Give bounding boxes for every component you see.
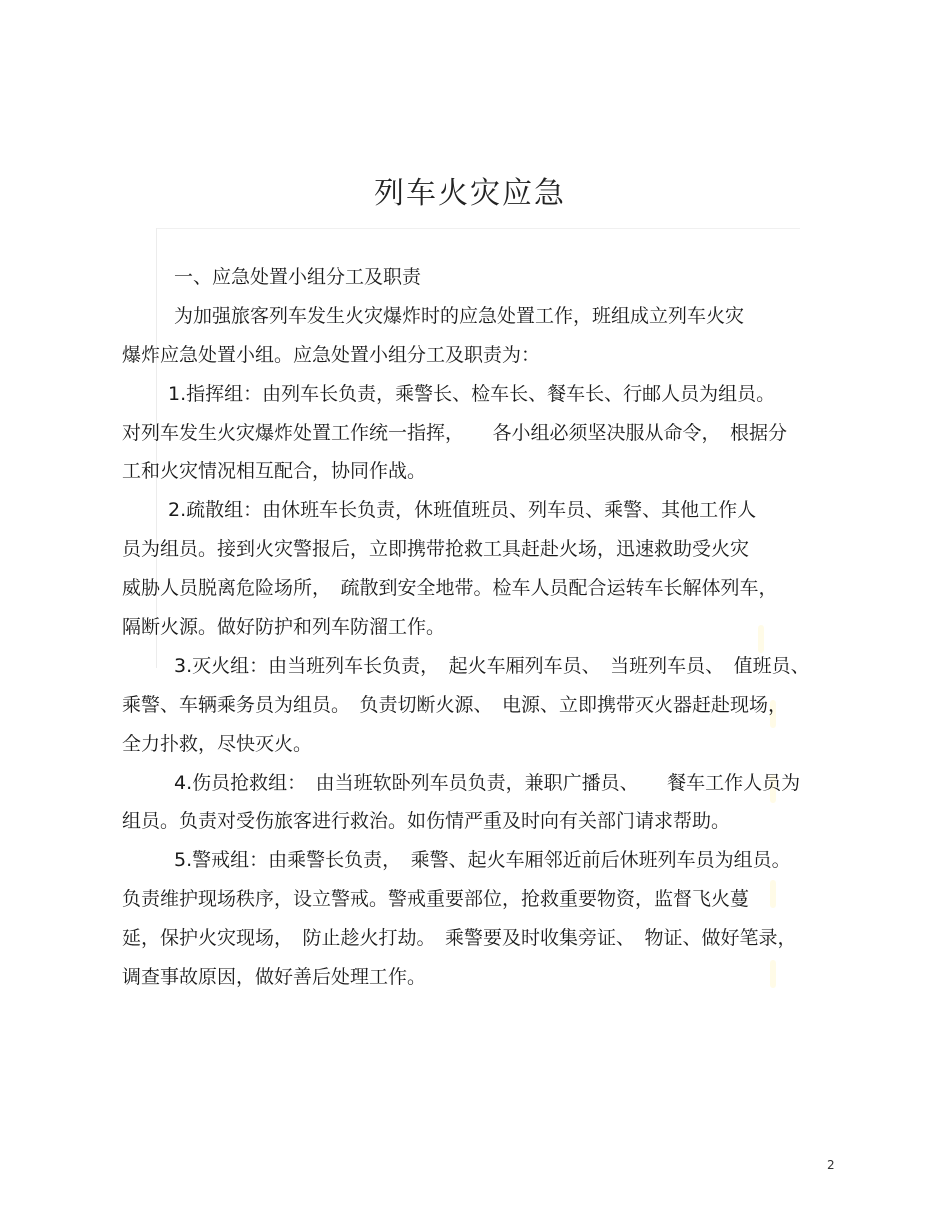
paragraph-line: 组员。负责对受伤旅客进行救治。如伤情严重及时向有关部门请求帮助。 bbox=[122, 810, 731, 833]
paragraph-line: 4.伤员抢救组： 由当班软卧列车员负责，兼职广播员、 餐车工作人员为 bbox=[174, 771, 801, 794]
paragraph-line: 爆炸应急处置小组。应急处置小组分工及职责为： bbox=[122, 343, 541, 366]
document-title: 列车火灾应急 bbox=[374, 176, 566, 211]
paragraph-line: 3.灭火组：由当班列车长负责， 起火车厢列车员、 当班列车员、 值班员、 bbox=[174, 654, 810, 677]
paragraph-line: 员为组员。接到火灾警报后，立即携带抢救工具赶赴火场，迅速救助受火灾 bbox=[122, 538, 750, 561]
paragraph-line: 为加强旅客列车发生火灾爆炸时的应急处置工作，班组成立列车火灾 bbox=[174, 304, 745, 327]
paragraph-line: 对列车发生火灾爆炸处置工作统一指挥， 各小组必须坚决服从命令， 根据分 bbox=[122, 421, 788, 444]
paragraph-line: 5.警戒组：由乘警长负责， 乘警、起火车厢邻近前后休班列车员为组员。 bbox=[174, 849, 791, 872]
paragraph-line: 工和火灾情况相互配合，协同作战。 bbox=[122, 460, 427, 483]
paragraph-line: 乘警、车辆乘务员为组员。 负责切断火源、 电源、立即携带灭火器赶赴现场， bbox=[122, 693, 788, 716]
paragraph-line: 全力扑救，尽快灭火。 bbox=[122, 732, 313, 755]
paragraph-line: 负责维护现场秩序，设立警戒。警戒重要部位，抢救重要物资，监督飞火蔓 bbox=[122, 888, 750, 911]
paragraph-line: 威胁人员脱离危险场所， 疏散到安全地带。检车人员配合运转车长解体列车， bbox=[122, 577, 778, 600]
frame-line-top bbox=[156, 228, 800, 229]
paragraph-line: 调查事故原因，做好善后处理工作。 bbox=[122, 966, 427, 989]
paragraph-line: 2.疏散组：由休班车长负责，休班值班员、列车员、乘警、其他工作人 bbox=[168, 499, 757, 522]
paragraph-line: 1.指挥组：由列车长负责，乘警长、检车长、餐车长、行邮人员为组员。 bbox=[168, 382, 776, 405]
section-heading: 一、应急处置小组分工及职责 bbox=[174, 266, 422, 288]
page-number: 2 bbox=[827, 1158, 835, 1172]
paragraph-line: 隔断火源。做好防护和列车防溜工作。 bbox=[122, 616, 446, 639]
document-body bbox=[122, 258, 842, 997]
paragraph-line: 延，保护火灾现场， 防止趁火打劫。 乘警要及时收集旁证、 物证、做好笔录， bbox=[122, 927, 797, 950]
